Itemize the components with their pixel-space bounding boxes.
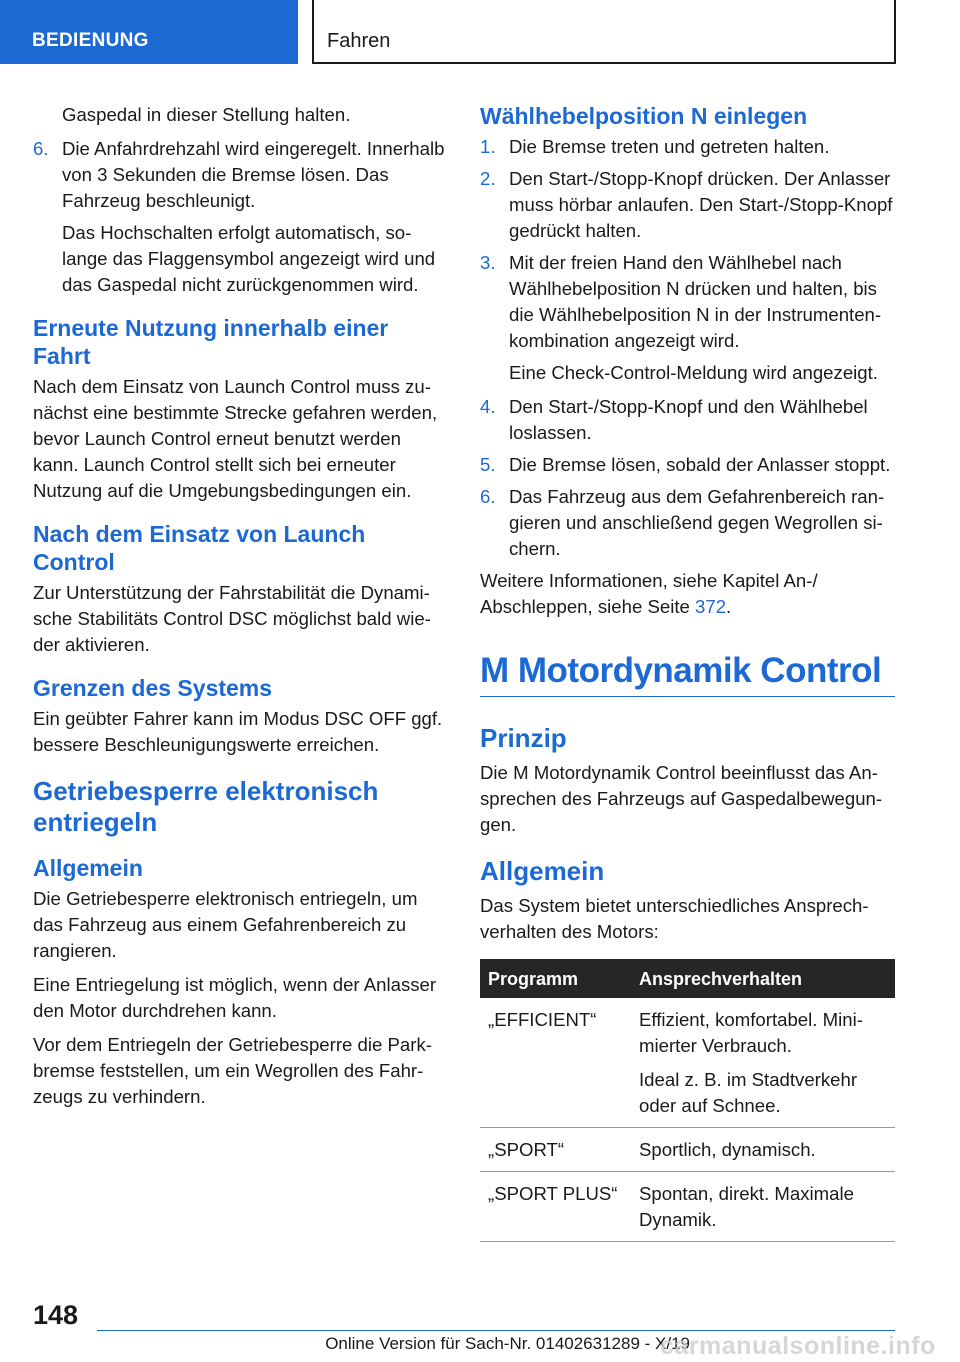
- page-number: 148: [33, 1300, 79, 1330]
- step-text: Mit der freien Hand den Wählhebel nach Wählhebelposition N drücken und halten, bis die Wählhebelposition N in der Instrumentenkombination angezeigt wird.: [509, 252, 882, 351]
- table-cell-response: [631, 1128, 895, 1172]
- footer-online-version: Online Version für Sach-Nr. 01402631289 - X/19: [325, 1334, 690, 1353]
- response-text: Spontan, direkt. Maximale Dynamik.: [639, 1183, 854, 1230]
- step-number: 5.: [480, 454, 496, 475]
- heading-reuse: Erneute Nutzung innerhalb einer Fahrt: [33, 315, 389, 369]
- more-info-suffix: .: [726, 596, 732, 617]
- table-row: [480, 1128, 895, 1172]
- step-number: 2.: [480, 168, 496, 189]
- table-cell-response: [631, 998, 895, 1128]
- table-cell-program: „EFFICIENT“: [480, 998, 631, 1128]
- step-number: 4.: [480, 396, 496, 417]
- table-cell-program: „SPORT PLUS“: [480, 1172, 631, 1242]
- step-number: 3.: [480, 252, 496, 273]
- response-text: Sportlich, dynamisch.: [639, 1139, 816, 1160]
- paragraph-reuse: Nach dem Einsatz von Launch Control muss zunächst eine bestimmte Strecke gefahren werden, bevor Launch Control erneut benutzt werden kann. Launch Control stellt sich bei erneuter Nutzung auf die Umgebungsbedingungen ein.: [33, 376, 438, 501]
- step-text: Das Fahrzeug aus dem Gefahrenbereich rangieren und anschließend gegen Wegrollen sichern.: [509, 486, 885, 559]
- step-text: Den Start-/Stopp-Knopf und den Wählhebel loslassen.: [509, 396, 868, 443]
- heading-limits: Grenzen des Systems: [33, 675, 273, 701]
- list-item: [480, 452, 895, 478]
- list-item: [480, 250, 895, 354]
- table-header-response: Ansprechverhalten: [631, 959, 895, 998]
- step-text: Die Anfahrdrehzahl wird eingeregelt. Innerhalb von 3 Sekunden die Bremse lösen. Das Fahrzeug beschleunigt.: [62, 138, 445, 211]
- list-item: [480, 134, 895, 160]
- table-row: [480, 1172, 895, 1242]
- step-number: 6.: [33, 138, 49, 159]
- list-item: [480, 484, 895, 562]
- step-note: Das Hochschalten erfolgt automatisch, solange das Flaggensymbol angezeigt wird und das Gaspedal nicht zurückgenommen wird.: [62, 222, 436, 295]
- right-column: [480, 102, 895, 1242]
- paragraph-general-right: Das System bietet unterschiedliches Ansprechverhalten des Motors:: [480, 895, 869, 942]
- paragraph-general-2: Eine Entriegelung ist möglich, wenn der Anlasser den Motor durchdrehen kann.: [33, 974, 437, 1021]
- paragraph-more-info: [480, 568, 895, 620]
- left-column: [33, 102, 447, 1118]
- heading-general-right: Allgemein: [480, 856, 605, 886]
- heading-principle: Prinzip: [480, 723, 567, 753]
- list-item: [33, 136, 447, 214]
- paragraph-general-1: Die Getriebesperre elektronisch entriegeln, um das Fahrzeug aus einem Gefahrenbereich zu rangieren.: [33, 888, 418, 961]
- more-info-text: Weitere Informationen, siehe Kapitel An-/ Abschleppen, siehe Seite: [480, 570, 818, 617]
- paragraph-general-3: Vor dem Entriegeln der Getriebesperre die Parkbremse feststellen, um ein Wegrollen des Fahrzeugs zu verhindern.: [33, 1034, 432, 1107]
- heading-after-launch: Nach dem Einsatz von Launch Control: [33, 521, 366, 575]
- page-link[interactable]: 372: [695, 596, 727, 617]
- continuation-text: Gaspedal in dieser Stellung halten.: [62, 104, 351, 125]
- footer-divider: [97, 1330, 895, 1331]
- watermark: carmanualsonline.info: [660, 1332, 936, 1360]
- table-header-program: Programm: [480, 959, 631, 998]
- program-table: [480, 959, 895, 1242]
- list-item: [480, 394, 895, 446]
- response-note: Ideal z. B. im Stadtverkehr oder auf Schnee.: [639, 1069, 858, 1116]
- heading-neutral: Wählhebelposition N einlegen: [480, 103, 808, 129]
- list-item: [480, 166, 895, 244]
- table-row: [480, 998, 895, 1128]
- section-tab: BEDIENUNG: [0, 0, 298, 64]
- step-note: Eine Check-Control-Meldung wird angezeigt.: [509, 362, 878, 383]
- table-header-row: [480, 959, 895, 998]
- paragraph-limits: Ein geübter Fahrer kann im Modus DSC OFF ggf. bessere Beschleunigungswerte erreichen.: [33, 708, 443, 755]
- step-text: Die Bremse treten und getreten halten.: [509, 136, 830, 157]
- step-text: Die Bremse lösen, sobald der Anlasser stoppt.: [509, 454, 891, 475]
- paragraph-principle: Die M Motordynamik Control beeinflusst das Ansprechen des Fahrzeugs auf Gaspedalbewegungen.: [480, 762, 883, 835]
- step-number: 6.: [480, 486, 496, 507]
- response-text: Effizient, komfortabel. Minimierter Verbrauch.: [639, 1009, 863, 1056]
- step-number: 1.: [480, 136, 496, 157]
- table-cell-response: [631, 1172, 895, 1242]
- heading-general: Allgemein: [33, 855, 143, 881]
- chapter-header: Fahren: [312, 0, 896, 64]
- table-cell-program: „SPORT“: [480, 1128, 631, 1172]
- step-text: Den Start-/Stopp-Knopf drücken. Der Anlasser muss hörbar anlaufen. Den Start-/Stopp-Knopf gedrückt halten.: [509, 168, 893, 241]
- heading-motor-dynamics: M Motordynamik Control: [480, 650, 895, 697]
- paragraph-after-launch: Zur Unterstützung der Fahrstabilität die Dynamische Stabilitäts Control DSC möglichst bald wieder aktivieren.: [33, 582, 431, 655]
- heading-transmission-lock: Getriebesperre elektronisch entriegeln: [33, 776, 379, 837]
